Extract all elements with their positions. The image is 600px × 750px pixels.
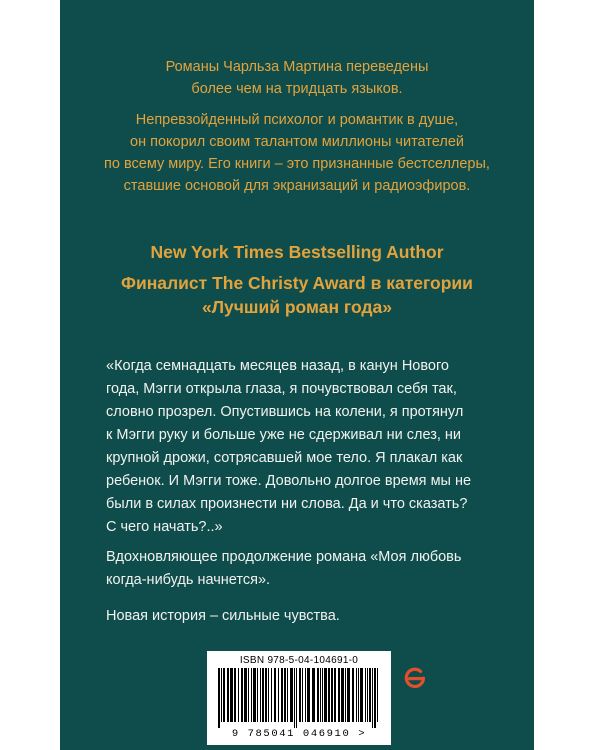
barcode-bar — [307, 668, 310, 722]
sequel-note — [106, 546, 506, 592]
barcode-bar — [317, 668, 319, 722]
barcode-bar — [262, 668, 264, 722]
quote-line: «Когда семнадцать месяцев назад, в канун Нового — [106, 358, 449, 374]
barcode-digits: 9 785041 046910 > — [231, 728, 367, 740]
bestseller-line: New York Times Bestselling Author — [150, 242, 444, 262]
barcode-bar — [248, 668, 249, 722]
quote-line: С чего начать?..» — [106, 519, 223, 535]
intro-line: ставшие основой для экранизаций и радиоэфиров. — [123, 178, 471, 194]
barcode-bar — [347, 668, 350, 722]
barcode-bar — [294, 668, 295, 728]
barcode-bar — [281, 668, 283, 722]
tagline: Новая история – сильные чувства. — [106, 608, 340, 624]
barcode-bar — [221, 668, 222, 722]
barcode-bar — [218, 668, 220, 728]
intro-line: он покорил своим талантом миллионы читателей — [130, 134, 464, 150]
isbn-number: ISBN 978-5-04-104691-0 — [239, 655, 359, 666]
barcode-bar — [312, 668, 315, 722]
barcode-bar — [352, 668, 354, 722]
intro-line: по всему миру. Его книги – это признанные бестселлеры, — [104, 156, 490, 172]
barcode-bar — [369, 668, 371, 722]
quote-line: года, Мэгги открыла глаза, я почувствовал себя так, — [106, 381, 457, 397]
barcode-bar — [356, 668, 357, 722]
barcode-bar — [322, 668, 323, 722]
award-finalist — [60, 271, 534, 319]
barcode-bar — [305, 668, 306, 722]
barcode-bar — [324, 668, 327, 722]
barcode-bar — [223, 668, 225, 722]
barcode-bar — [227, 668, 229, 722]
quote-line: словно прозрел. Опустившись на колени, я протянул — [106, 404, 464, 420]
barcode-bar — [341, 668, 344, 722]
barcode-bar — [377, 668, 378, 722]
award-line: «Лучший роман года» — [202, 297, 392, 317]
barcode-bar — [271, 668, 272, 722]
barcode-bar — [268, 668, 269, 722]
barcode-bar — [260, 668, 261, 722]
barcode-bar — [299, 668, 301, 722]
barcode-bar — [334, 668, 336, 722]
barcode-bar — [251, 668, 252, 722]
barcode-bar — [374, 668, 376, 728]
intro-line: Романы Чарльза Мартина переведены — [165, 59, 429, 75]
barcode-bar — [365, 668, 366, 722]
quote-line: к Мэгги руку и больше уже не сдерживал ни слез, ни — [106, 427, 462, 443]
book-quote — [106, 355, 506, 539]
barcode-bar — [234, 668, 236, 722]
barcode-bar — [278, 668, 279, 722]
quote-line: были в силах произнести ни слова. Да и что сказать? — [106, 496, 468, 512]
barcode-bar — [328, 668, 330, 722]
back-cover — [60, 0, 534, 750]
barcode-bar — [257, 668, 258, 722]
barcode-bar — [244, 668, 247, 722]
intro-paragraph-1 — [60, 56, 534, 100]
award-line: Финалист The Christy Award в категории — [121, 273, 473, 293]
barcode-bar — [345, 668, 346, 722]
barcode-bar — [238, 668, 239, 722]
barcode-bar — [302, 668, 303, 722]
barcode-bar — [372, 668, 373, 728]
barcode-bar — [230, 668, 233, 722]
barcode-bars — [214, 668, 384, 728]
barcode-bar — [274, 668, 276, 722]
sequel-line: когда-нибудь начнется». — [106, 572, 271, 588]
isbn-barcode — [207, 651, 391, 745]
barcode-bar — [253, 668, 256, 722]
barcode-bar — [265, 668, 267, 722]
quote-line: ребенок. И Мэгги тоже. Довольно долгое время мы не — [106, 473, 472, 489]
barcode-bar — [284, 668, 286, 722]
barcode-bar — [338, 668, 340, 722]
barcode-bar — [296, 668, 297, 728]
intro-paragraph-2 — [60, 109, 534, 197]
sequel-line: Вдохновляющее продолжение романа «Моя любовь — [106, 549, 462, 565]
quote-line: крупной дрожи, сотрясавшей мое тело. Я плакал как — [106, 450, 463, 466]
barcode-bar — [241, 668, 243, 722]
barcode-bar — [358, 668, 359, 722]
barcode-bar — [331, 668, 333, 722]
barcode-bar — [367, 668, 368, 722]
intro-line: Непревзойденный психолог и романтик в душе, — [135, 112, 459, 128]
barcode-bar — [290, 668, 293, 722]
barcode-bar — [287, 668, 288, 722]
barcode-bar — [320, 668, 321, 722]
barcode-bar — [360, 668, 363, 722]
publisher-logo-icon — [403, 666, 427, 690]
intro-line: более чем на тридцать языков. — [191, 81, 403, 97]
